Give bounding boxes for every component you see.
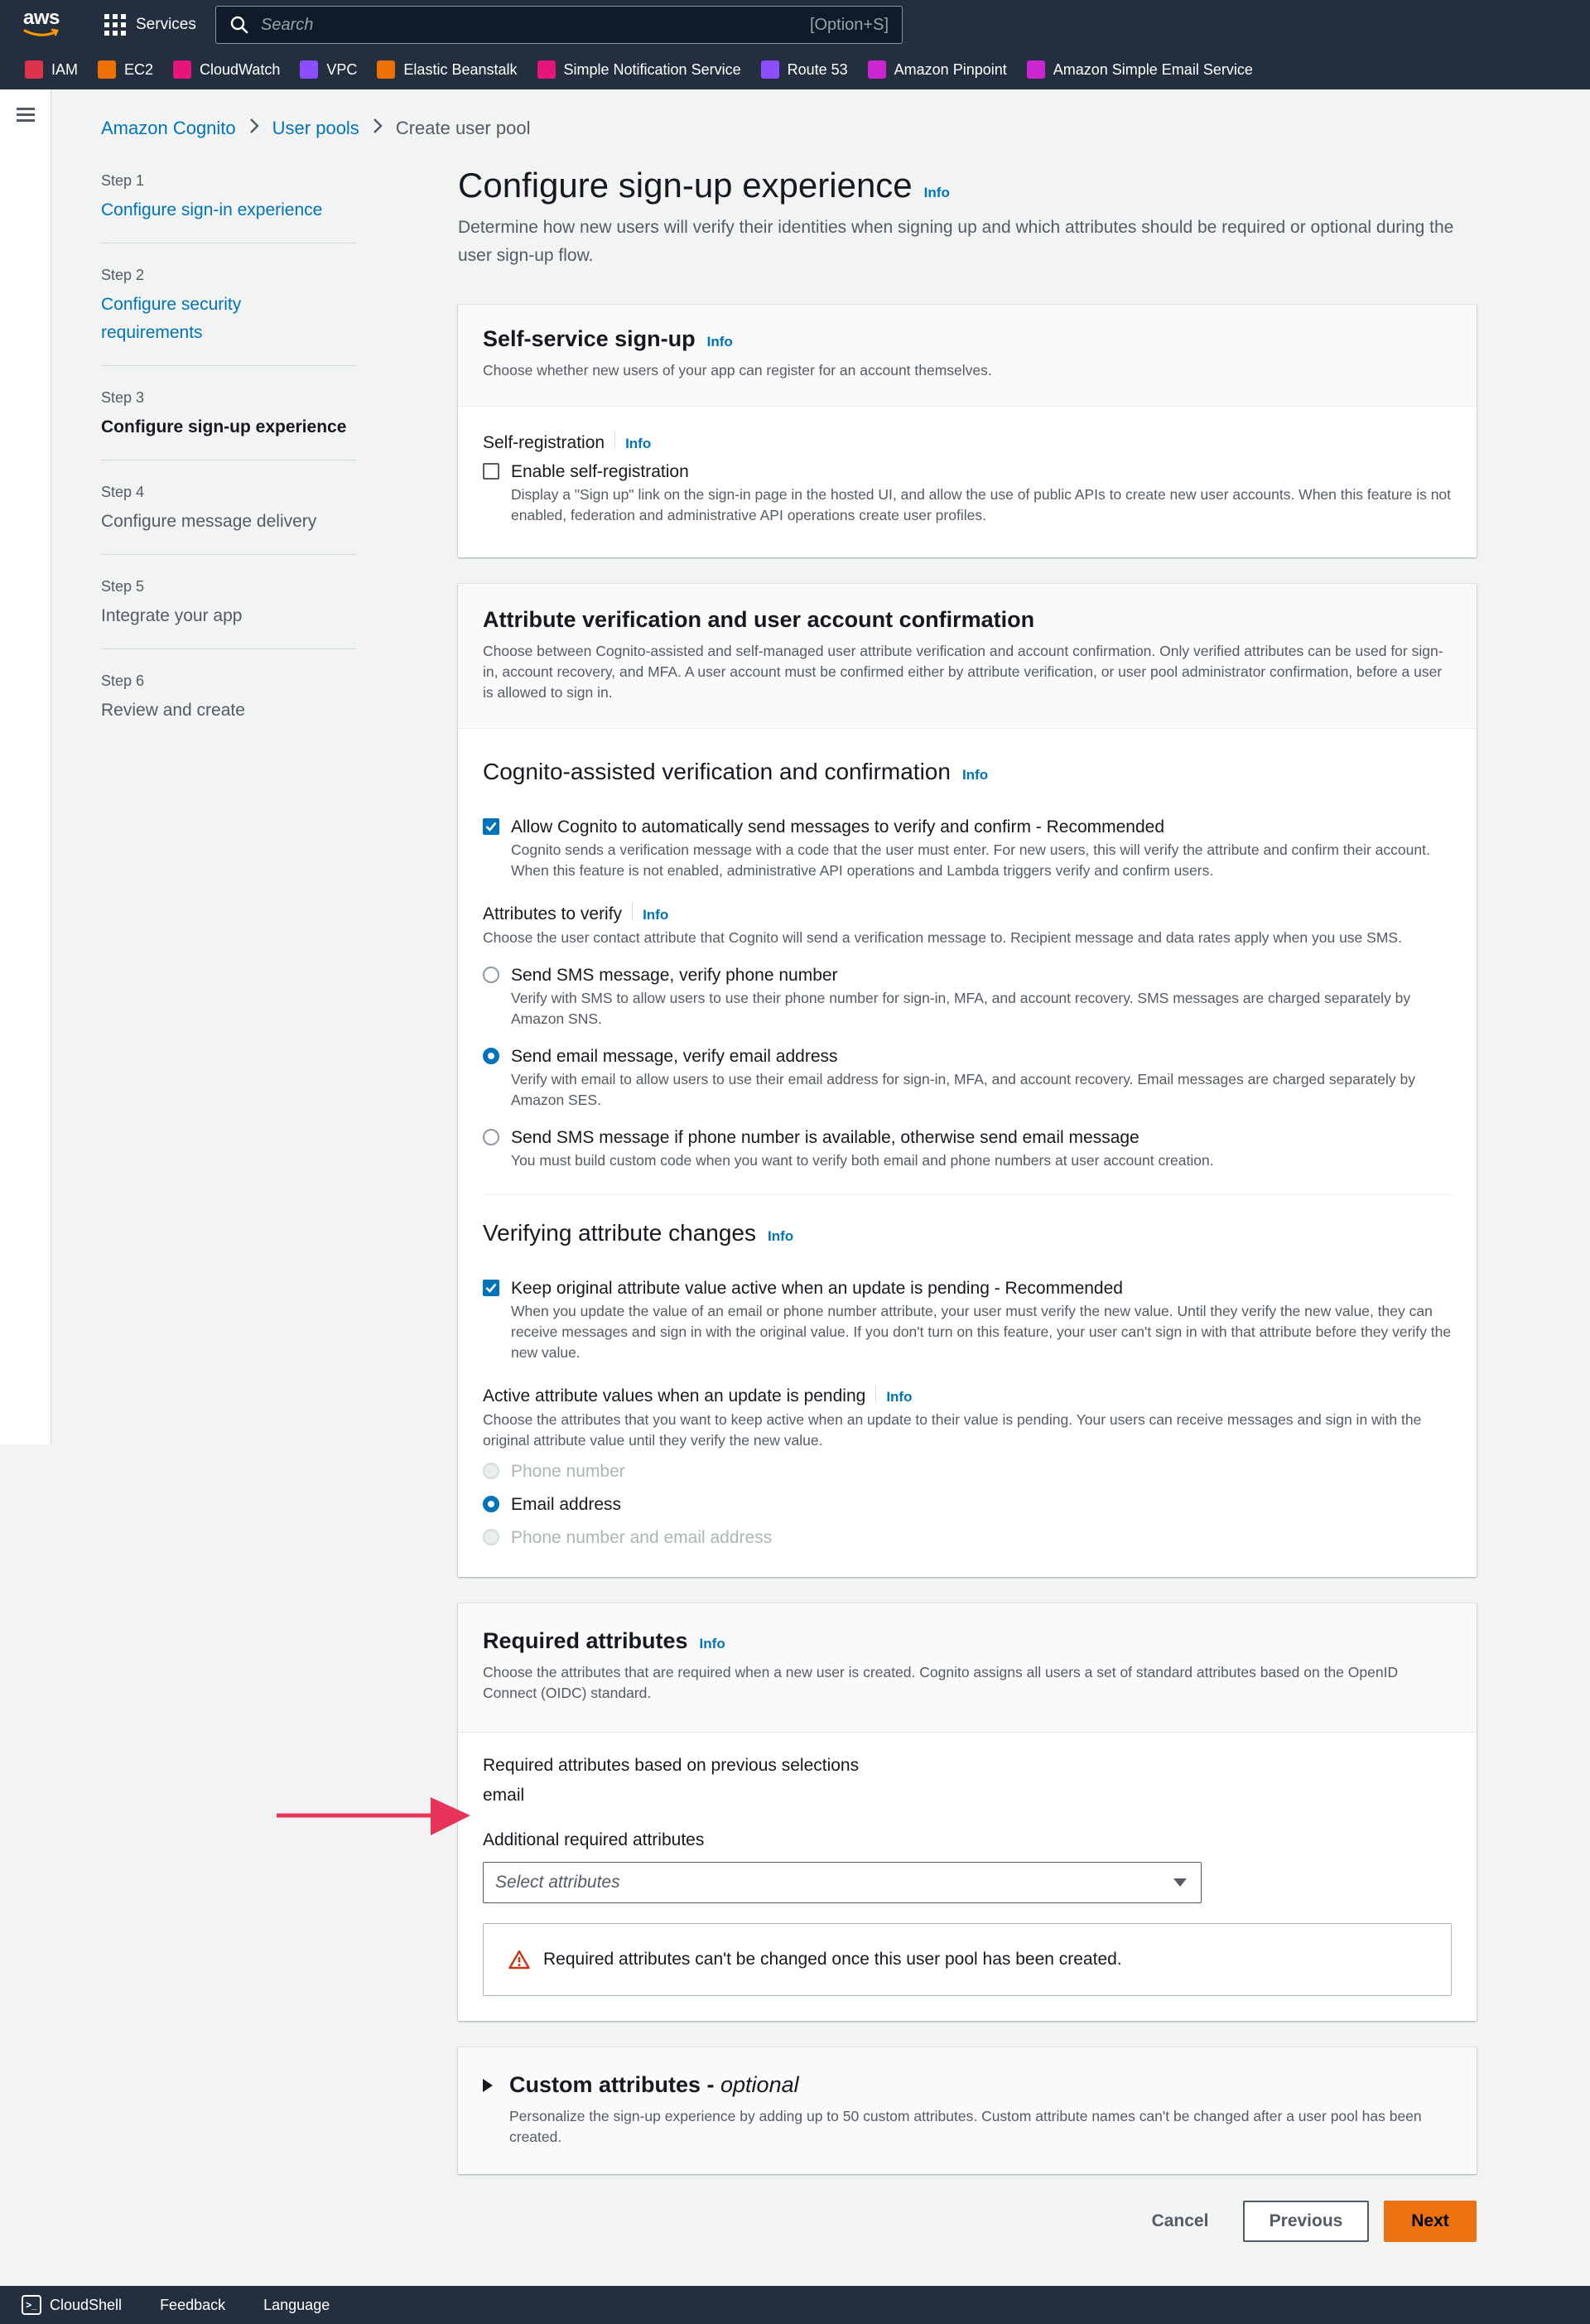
- cloudshell-icon: >_: [22, 2295, 41, 2315]
- breadcrumb-amazon-cognito[interactable]: Amazon Cognito: [101, 118, 236, 138]
- verify-email-radio[interactable]: [483, 1048, 499, 1064]
- step-number: Step 4: [101, 484, 145, 500]
- info-link[interactable]: Info: [706, 334, 733, 350]
- custom-attributes-panel: [458, 2047, 1477, 2174]
- additional-required-label: Additional required attributes: [483, 1830, 705, 1849]
- verify-sms-radio[interactable]: [483, 967, 499, 983]
- verify-sms-or-email-radio[interactable]: [483, 1129, 499, 1145]
- option-label: Send SMS message, verify phone number: [511, 966, 838, 985]
- search-shortcut: [Option+S]: [809, 15, 889, 34]
- annotation-arrow-icon: [275, 1796, 474, 1839]
- cancel-button[interactable]: Cancel: [1151, 2211, 1209, 2230]
- cloudshell-button[interactable]: [22, 2295, 122, 2315]
- favorite-ec2[interactable]: [98, 60, 153, 79]
- info-link[interactable]: Info: [923, 185, 950, 200]
- services-label: Services: [136, 16, 196, 33]
- top-navigation: [0, 0, 1590, 89]
- breadcrumb-current: Create user pool: [395, 118, 531, 138]
- wizard-step-4: [101, 477, 356, 555]
- option-description: When you update the value of an email or phone number attribute, your user must verify the new value. Until they verify the new value, they can receive messages and sign in with the original value. If you don't turn on this feature, your user can't sign in with that attribute before they verify the new value.: [511, 1303, 1452, 1361]
- breadcrumb: [101, 118, 530, 139]
- favorite-elastic-beanstalk[interactable]: [377, 60, 517, 79]
- step-number: Step 2: [101, 267, 145, 283]
- self-registration-label: Self-registration Info: [483, 433, 652, 452]
- wizard-steps: [101, 166, 356, 759]
- ec2-icon: [98, 60, 116, 79]
- active-phone-option: [483, 1459, 1452, 1484]
- attributes-to-verify-description: Choose the user contact attribute that Cognito will send a verification message to. Recipient message and data rates apply when you use SMS.: [483, 929, 1402, 946]
- optional-label: optional: [720, 2072, 799, 2097]
- active-phone-email-radio: [483, 1529, 499, 1545]
- wizard-step-2: [101, 260, 356, 366]
- option-description: Display a "Sign up" link on the sign-in page in the hosted UI, and allow the use of public APIs to create new user accounts. When this feature is not enabled, federation and administrative API operations create user profiles.: [511, 486, 1452, 523]
- favorite-label: EC2: [124, 60, 154, 78]
- beanstalk-icon: [377, 60, 395, 79]
- step-number: Step 6: [101, 673, 145, 689]
- option-label: Phone number: [511, 1462, 625, 1481]
- previous-button[interactable]: Previous: [1243, 2201, 1369, 2242]
- required-based-value: email: [483, 1786, 525, 1805]
- step-message-delivery: Configure message delivery: [101, 512, 317, 531]
- step-current-sign-up: Configure sign-up experience: [101, 417, 347, 436]
- favorite-cloudwatch[interactable]: [173, 60, 280, 79]
- favorites-bar: [25, 58, 1273, 81]
- active-email-option[interactable]: [483, 1492, 1452, 1517]
- panel-title: Attribute verification and user account confirmation: [483, 607, 1035, 632]
- enable-self-registration-option[interactable]: [483, 460, 1452, 526]
- panel-title: Required attributes Info: [483, 1628, 725, 1653]
- keep-original-checkbox[interactable]: [483, 1280, 499, 1296]
- caret-right-icon: [483, 2079, 493, 2092]
- breadcrumb-user-pools[interactable]: User pools: [272, 118, 359, 138]
- option-description: Verify with email to allow users to use their email address for sign-in, MFA, and account recovery. Email messages are charged separately by Amazon SES.: [511, 1071, 1415, 1108]
- active-attribute-values-label: Active attribute values when an update is pending Info: [483, 1386, 913, 1405]
- vpc-icon: [300, 60, 318, 79]
- cognito-assisted-heading: Cognito-assisted verification and confirmation Info: [483, 759, 989, 784]
- required-based-label: Required attributes based on previous selections: [483, 1756, 860, 1775]
- step-link-sign-in[interactable]: Configure sign-in experience: [101, 200, 323, 219]
- select-placeholder: Select attributes: [495, 1873, 620, 1892]
- aws-logo-text: aws: [23, 7, 60, 29]
- panel-description: Choose the attributes that are required when a new user is created. Cognito assigns all users a set of standard attributes based on the OpenID Connect (OIDC) standard.: [483, 1664, 1399, 1701]
- section-divider: [483, 1194, 1452, 1195]
- page-title-text: Configure sign-up experience: [458, 166, 913, 205]
- enable-self-registration-checkbox[interactable]: [483, 463, 499, 480]
- cloudshell-label: CloudShell: [50, 2296, 123, 2313]
- wizard-step-5: [101, 571, 356, 649]
- menu-hamburger-icon[interactable]: [17, 108, 35, 123]
- custom-attributes-expander[interactable]: [483, 2072, 1452, 2098]
- chevron-right-icon: [373, 118, 383, 139]
- info-link[interactable]: Info: [961, 767, 989, 783]
- option-label: Keep original attribute value active when an update is pending - Recommended: [511, 1279, 1123, 1298]
- option-label: Email address: [511, 1495, 622, 1514]
- search-icon: [229, 15, 249, 35]
- bottom-bar: [0, 2286, 1590, 2324]
- step-number: Step 5: [101, 578, 145, 595]
- select-attributes-dropdown[interactable]: [483, 1862, 1202, 1903]
- chevron-right-icon: [249, 118, 259, 139]
- iam-icon: [25, 60, 43, 79]
- self-service-signup-panel: [458, 305, 1477, 557]
- allow-cognito-option[interactable]: [483, 815, 1452, 881]
- favorite-label: CloudWatch: [200, 60, 281, 78]
- option-label: Allow Cognito to automatically send messages to verify and confirm - Recommended: [511, 817, 1165, 837]
- warning-alert: [483, 1923, 1452, 1996]
- option-description: You must build custom code when you want to verify both email and phone numbers at user account creation.: [511, 1152, 1214, 1169]
- option-label: Send email message, verify email address: [511, 1047, 838, 1066]
- verify-sms-option[interactable]: [483, 963, 1452, 1029]
- favorite-label: Amazon Simple Email Service: [1053, 60, 1253, 78]
- favorite-label: Amazon Pinpoint: [894, 60, 1007, 78]
- attributes-to-verify-label: Attributes to verify Info: [483, 904, 669, 923]
- panel-description: Personalize the sign-up experience by adding up to 50 custom attributes. Custom attribute names can't be changed after a user pool has been created.: [509, 2108, 1422, 2145]
- page-description: Determine how new users will verify their identities when signing up and which attributes should be required or optional during the user sign-up flow.: [458, 218, 1454, 265]
- favorite-label: IAM: [51, 60, 79, 78]
- favorite-vpc[interactable]: [300, 60, 357, 79]
- info-link[interactable]: Info: [699, 1636, 725, 1651]
- search-input[interactable]: [215, 6, 903, 44]
- favorite-label: Simple Notification Service: [563, 60, 741, 78]
- warning-text: Required attributes can't be changed once this user pool has been created.: [543, 1950, 1122, 1969]
- wizard-step-1: [101, 166, 356, 243]
- favorite-simple-notification-service[interactable]: [537, 60, 741, 79]
- services-menu-button[interactable]: [104, 13, 196, 36]
- search-placeholder: Search: [261, 15, 314, 34]
- favorite-label: Elastic Beanstalk: [403, 60, 518, 78]
- language-link[interactable]: Language: [263, 2296, 330, 2313]
- next-button[interactable]: Next: [1384, 2201, 1477, 2242]
- wizard-step-6: [101, 666, 356, 743]
- info-link[interactable]: Info: [767, 1228, 794, 1244]
- active-email-radio[interactable]: [483, 1496, 499, 1512]
- favorite-iam[interactable]: [25, 60, 78, 79]
- attribute-verification-panel: [458, 584, 1477, 1577]
- warning-icon: [508, 1950, 530, 1970]
- step-integrate-app: Integrate your app: [101, 606, 243, 625]
- side-navigation-panel: [0, 89, 51, 1444]
- favorite-amazon-simple-email-service[interactable]: [1027, 60, 1253, 79]
- required-attributes-panel: [458, 1603, 1477, 2021]
- active-phone-radio: [483, 1463, 499, 1479]
- services-grid-icon: [104, 14, 126, 36]
- active-attribute-values-description: Choose the attributes that you want to keep active when an update to their value is pending. Your users can receive messages and sign in with the original attribute value until they verify the new value.: [483, 1411, 1422, 1449]
- panel-description: Choose between Cognito-assisted and self-managed user attribute verification and account confirmation. Only verified attributes can be used for sign-in, account recovery, and MFA. A user account must be confirmed either by attribute verification, or user pool administrator confirmation, before a user is allowed to sign in.: [483, 643, 1443, 701]
- expander-title: Custom attributes -: [509, 2072, 721, 2097]
- main-content: [458, 166, 1477, 2242]
- step-review-create: Review and create: [101, 701, 245, 720]
- sns-icon: [537, 60, 556, 79]
- favorite-label: VPC: [326, 60, 358, 78]
- step-link-security[interactable]: Configure security requirements: [101, 295, 242, 342]
- aws-logo[interactable]: [23, 7, 65, 43]
- option-label: Phone number and email address: [511, 1528, 773, 1547]
- verify-sms-or-email-option[interactable]: [483, 1126, 1452, 1171]
- info-link[interactable]: Info: [886, 1389, 913, 1405]
- step-number: Step 3: [101, 389, 145, 406]
- wizard-step-3: [101, 383, 356, 460]
- cloudwatch-icon: [173, 60, 191, 79]
- caret-down-icon: [1173, 1873, 1188, 1892]
- option-description: Verify with SMS to allow users to use their phone number for sign-in, MFA, and account recovery. SMS messages are charged separately by Amazon SNS.: [511, 990, 1411, 1027]
- allow-cognito-checkbox[interactable]: [483, 818, 499, 835]
- ses-icon: [1027, 60, 1045, 79]
- favorite-route-53[interactable]: [761, 60, 848, 79]
- pinpoint-icon: [868, 60, 886, 79]
- panel-description: Choose whether new users of your app can register for an account themselves.: [483, 362, 992, 378]
- keep-original-option[interactable]: [483, 1276, 1452, 1363]
- favorite-amazon-pinpoint[interactable]: [868, 60, 1007, 79]
- info-link[interactable]: Info: [625, 436, 652, 451]
- feedback-link[interactable]: Feedback: [160, 2296, 226, 2313]
- option-label: Send SMS message if phone number is available, otherwise send email message: [511, 1128, 1140, 1147]
- option-description: Cognito sends a verification message with a code that the user must enter. For new users, this will verify the attribute and confirm their account. When this feature is not enabled, administrative API operations and Lambda triggers verify and confirm users.: [511, 841, 1430, 879]
- verify-email-option[interactable]: [483, 1044, 1452, 1111]
- wizard-actions: [458, 2201, 1477, 2242]
- favorite-label: Route 53: [787, 60, 848, 78]
- route53-icon: [761, 60, 779, 79]
- verifying-changes-heading: Verifying attribute changes Info: [483, 1220, 794, 1246]
- panel-title: Self-service sign-up Info: [483, 326, 733, 351]
- step-number: Step 1: [101, 172, 145, 189]
- page-title: [458, 166, 1477, 205]
- option-label: Enable self-registration: [511, 462, 689, 481]
- active-phone-email-option: [483, 1526, 1452, 1550]
- info-link[interactable]: Info: [643, 907, 669, 923]
